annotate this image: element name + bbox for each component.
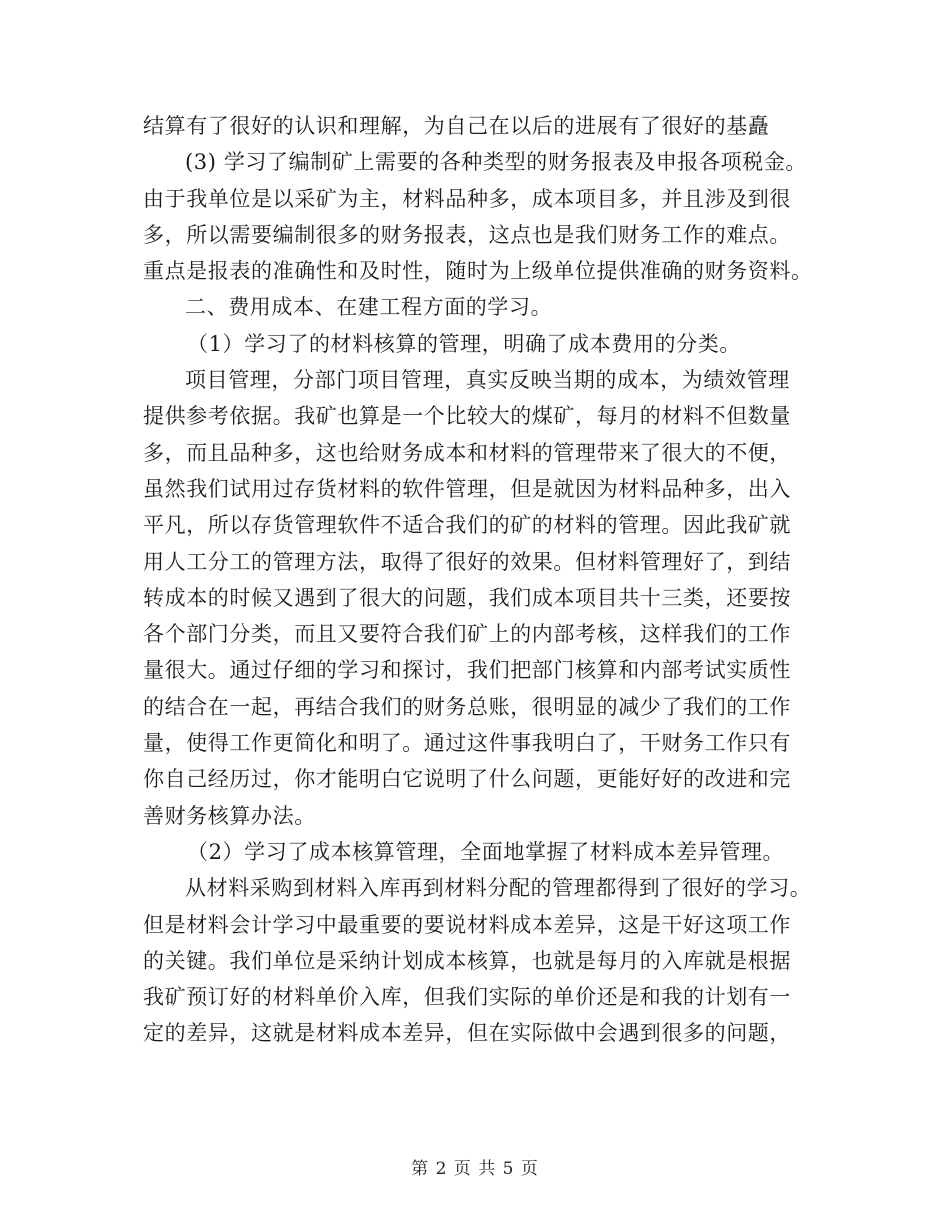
text-line: 平凡，所以存货管理软件不适合我们的矿的材料的管理。因此我矿就 (143, 513, 791, 538)
text-line: 由于我单位是以采矿为主，材料品种多，成本项目多，并且涉及到很 (143, 186, 791, 211)
text-line: 多，而且品种多，这也给财务成本和材料的管理带来了很大的不便， (143, 440, 791, 465)
text-line: (3) 学习了编制矿上需要的各种类型的财务报表及申报各项税金。 (185, 150, 808, 175)
text-line: 但是材料会计学习中最重要的要说材料成本差异，这是干好这项工作 (143, 912, 791, 937)
text-line: 提供参考依据。我矿也算是一个比较大的煤矿，每月的材料不但数量 (143, 404, 791, 429)
subsection-heading: （1）学习了的材料核算的管理，明确了成本费用的分类。 (187, 331, 741, 356)
text-line: 定的差异，这就是材料成本差异，但在实际做中会遇到很多的问题， (143, 1021, 791, 1046)
section-heading: 二、费用成本、在建工程方面的学习。 (185, 295, 553, 320)
text-line: 的关键。我们单位是采纳计划成本核算，也就是每月的入库就是根据 (143, 948, 791, 973)
text-line: 的结合在一起，再结合我们的财务总账，很明显的减少了我们的工作 (143, 694, 791, 719)
page-number-footer: 第 2 页 共 5 页 (411, 1159, 539, 1179)
text-line: 结算有了很好的认识和理解，为自己在以后的进展有了很好的基矗 (143, 114, 770, 138)
text-line: 重点是报表的准确性和及时性，随时为上级单位提供准确的财务资料。 (143, 259, 813, 284)
text-line: 从材料采购到材料入库再到材料分配的管理都得到了很好的学习。 (185, 876, 812, 901)
text-line: 你自己经历过，你才能明白它说明了什么问题，更能好好的改进和完 (143, 767, 791, 792)
text-line: 量很大。通过仔细的学习和探讨，我们把部门核算和内部考试实质性 (143, 658, 791, 683)
text-line: 项目管理，分部门项目管理，真实反映当期的成本，为绩效管理 (185, 368, 790, 393)
text-line: 我矿预订好的材料单价入库，但我们实际的单价还是和我的计划有一 (143, 985, 791, 1010)
text-line: 多，所以需要编制很多的财务报表，这点也是我们财务工作的难点。 (143, 222, 791, 247)
text-line: 各个部门分类，而且又要符合我们矿上的内部考核，这样我们的工作 (143, 622, 791, 647)
text-line: 用人工分工的管理方法，取得了很好的效果。但材料管理好了，到结 (143, 549, 791, 574)
subsection-heading: （2）学习了成本核算管理，全面地掌握了材料成本差异管理。 (187, 839, 785, 864)
text-line: 转成本的时候又遇到了很大的问题，我们成本项目共十三类，还要按 (143, 585, 791, 610)
body-text (143, 108, 823, 1052)
text-line: 量，使得工作更简化和明了。通过这件事我明白了，干财务工作只有 (143, 731, 791, 756)
text-line: 善财务核算办法。 (143, 803, 316, 828)
text-line: 虽然我们试用过存货材料的软件管理，但是就因为材料品种多，出入 (143, 476, 791, 501)
